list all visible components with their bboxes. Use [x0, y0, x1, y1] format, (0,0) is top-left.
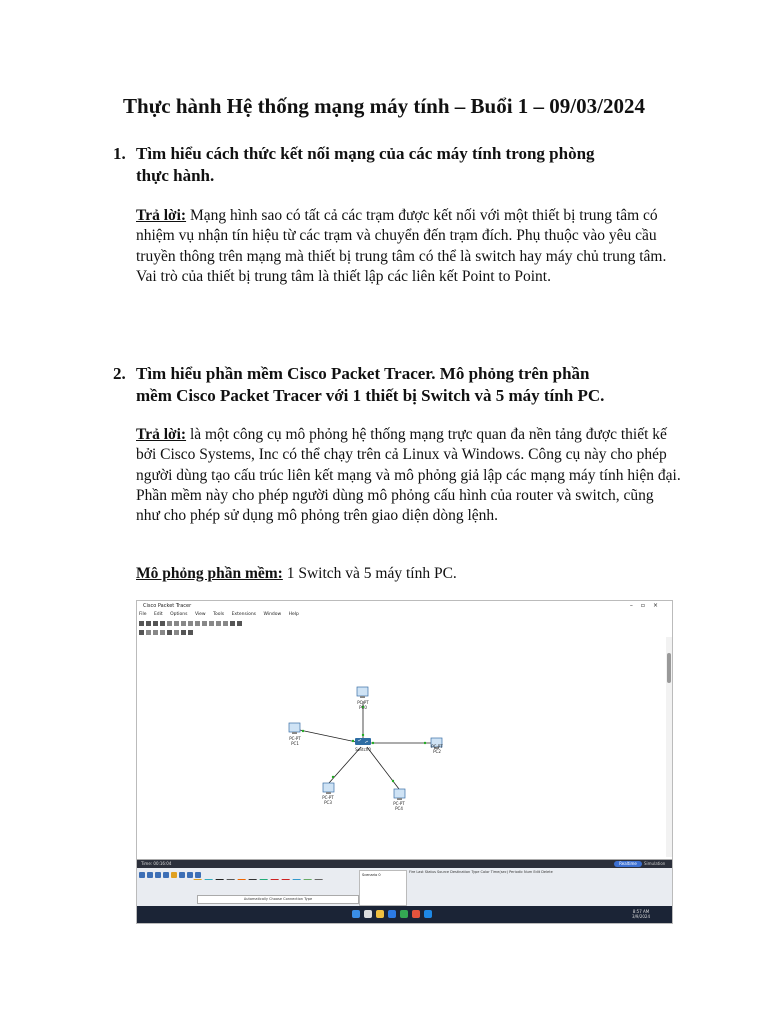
new-icon	[139, 621, 144, 626]
custom-device-icon	[230, 621, 235, 626]
redo-icon	[195, 621, 200, 626]
topology-diagram	[137, 637, 666, 857]
pc-stand	[397, 798, 402, 800]
scenario-panel	[359, 870, 407, 906]
router-category-icon[interactable]	[139, 872, 145, 878]
link-light	[392, 780, 394, 782]
switch-device[interactable]	[355, 738, 371, 752]
wizard-icon	[167, 621, 172, 626]
save-icon	[153, 621, 158, 626]
copy-icon	[174, 621, 179, 626]
logical-canvas[interactable]	[137, 637, 666, 857]
answer-2-text: là một công cụ mô phỏng hệ thống mạng trực quan đa nền tảng được thiết kế bởi Cisco Systems, Inc có thể chạy trên cả Linux và Windows. Công cụ này cho phép người dùng tạo cấu trúc liên kết mạng và mô phỏng giả lập các mạng máy tính hiện đại. Phần mềm này cho phép người dùng mô phỏng cấu hình của router và switch, cũng như cho phép sử dụng mô phỏng trên giao diện dòng lệnh.	[136, 426, 681, 525]
question-2-text	[136, 363, 696, 407]
pc-device-pc4[interactable]	[393, 789, 405, 811]
page-title: Thực hành Hệ thống mạng máy tính – Buổi 1 – 09/03/2024	[123, 94, 645, 118]
security-category-icon[interactable]	[187, 872, 193, 878]
question-2-number: 2.	[113, 364, 126, 383]
question-1-text	[136, 143, 696, 187]
link-light	[302, 730, 304, 732]
menu-extensions: Extensions	[231, 612, 257, 617]
question-1-line2: thực hành.	[136, 166, 215, 185]
zoom-in-icon	[202, 621, 207, 626]
pc-device-pc2[interactable]	[431, 738, 443, 754]
resize-icon	[160, 630, 165, 635]
pc4-type-label: PC-PT	[393, 801, 405, 806]
zoom-out-icon	[209, 621, 214, 626]
link-light	[352, 740, 354, 742]
device-category-icons	[139, 872, 201, 878]
hub-category-icon[interactable]	[155, 872, 161, 878]
menu-options: Options	[170, 612, 188, 617]
switch-icon	[355, 738, 371, 745]
chrome-icon[interactable]	[400, 910, 408, 918]
menu-help: Help	[288, 612, 299, 617]
start-icon[interactable]	[352, 910, 360, 918]
pc1-type-label: PC-PT	[289, 736, 301, 741]
cable-types	[197, 871, 326, 880]
menu-tools: Tools	[213, 612, 225, 617]
clock-date: 3/9/2024	[632, 914, 650, 919]
pc0-type-label: PC-PT	[357, 700, 369, 705]
simulation-label: Mô phỏng phần mềm:	[136, 565, 283, 582]
inspect-icon	[146, 630, 151, 635]
link-switch-pc4	[367, 747, 399, 789]
menu-edit: Edit	[153, 612, 163, 617]
clock-time: 8:57 AM	[632, 909, 650, 914]
pdu-icon	[181, 630, 186, 635]
link-light	[362, 734, 364, 736]
pc3-type-label: PC-PT	[322, 795, 334, 800]
question-2-line2: mềm Cisco Packet Tracer với 1 thiết bị Switch và 5 máy tính PC.	[136, 386, 605, 405]
toolbar	[137, 619, 672, 628]
delete-icon	[153, 630, 158, 635]
answer-1	[136, 206, 681, 287]
time-display: Time: 00:16:04	[141, 861, 172, 866]
simulation-text: 1 Switch và 5 máy tính PC.	[282, 565, 457, 582]
answer-1-text: Mạng hình sao có tất cả các trạm được kết nối với một thiết bị trung tâm có nhiệm vụ nhận tín hiệu từ các trạm và chuyển đến trạm đích. Phụ thuộc vào yêu cầu truyền thông trên mạng mà thiết bị trung tâm có thể là switch hay máy chủ trung tâm. Vai trò của thiết bị trung tâm là thiết lập các liên kết Point to Point.	[136, 207, 667, 285]
pc-icon	[357, 687, 368, 696]
taskbar-clock	[632, 909, 650, 919]
network-info-icon	[237, 621, 242, 626]
pc-device-pc1[interactable]	[289, 723, 301, 746]
pc-icon	[323, 783, 334, 792]
secondary-toolbar	[137, 628, 672, 637]
menu-window: Window	[263, 612, 282, 617]
menu-file: File	[139, 612, 147, 617]
pc3-name-label: PC3	[324, 800, 332, 805]
canvas-scrollbar[interactable]	[666, 637, 672, 857]
connections-category-icon[interactable]	[171, 872, 177, 878]
scenario-select[interactable]: Scenario 0	[362, 873, 381, 877]
palette-icon	[223, 621, 228, 626]
link-light	[332, 776, 334, 778]
pc-stand	[360, 696, 365, 698]
realtime-mode-button[interactable]: Realtime	[614, 861, 642, 867]
select-icon	[139, 630, 144, 635]
simulation-mode-button[interactable]: Simulation	[644, 861, 666, 866]
window-controls: –▫×	[629, 602, 666, 609]
undo-icon	[188, 621, 193, 626]
window-title: Cisco Packet Tracer	[143, 603, 192, 609]
pdu-list-header: Fire Last Status Source Destination Type Color Time(sec) Periodic Num Edit Delete	[409, 870, 553, 874]
packet-tracer-screenshot	[136, 600, 673, 924]
pc1-name-label: PC1	[291, 741, 299, 746]
edge-icon[interactable]	[388, 910, 396, 918]
answer-2	[136, 425, 681, 526]
note-icon	[167, 630, 172, 635]
answer-1-label: Trả lời:	[136, 207, 187, 224]
draw-icon	[174, 630, 179, 635]
question-1-number: 1.	[113, 144, 126, 163]
taskbar-icons	[352, 910, 432, 918]
print-icon	[160, 621, 165, 626]
switch-category-icon[interactable]	[147, 872, 153, 878]
open-icon	[146, 621, 151, 626]
pc-stand	[326, 792, 331, 794]
pc0-name-label: PC0	[359, 705, 367, 710]
bottom-panel	[137, 859, 672, 906]
pc-device-pc0[interactable]	[357, 687, 369, 710]
pc-stand	[292, 732, 297, 734]
pc-device-pc3[interactable]	[322, 783, 334, 805]
search-icon[interactable]	[364, 910, 372, 918]
packet-tracer-icon[interactable]	[424, 910, 432, 918]
pc4-name-label: PC4	[395, 806, 403, 811]
menu-view: View	[194, 612, 206, 617]
link-switch-pc1	[295, 729, 361, 743]
question-2-line1: Tìm hiểu phần mềm Cisco Packet Tracer. Mô phỏng trên phần	[136, 364, 590, 383]
time-bar	[137, 860, 672, 868]
cable-caption: Automatically Choose Connection Type	[197, 895, 359, 904]
wireless-category-icon[interactable]	[163, 872, 169, 878]
windows-taskbar	[137, 906, 672, 923]
end-device-category-icon[interactable]	[179, 872, 185, 878]
simulation-caption	[136, 564, 681, 584]
zoom-reset-icon	[216, 621, 221, 626]
link-light	[372, 742, 374, 744]
window-title-bar	[137, 601, 672, 611]
pc-icon	[394, 789, 405, 798]
app-icon[interactable]	[412, 910, 420, 918]
paste-icon	[181, 621, 186, 626]
scroll-thumb[interactable]	[667, 653, 671, 683]
complex-pdu-icon	[188, 630, 193, 635]
menu-bar	[137, 611, 672, 619]
question-1-line1: Tìm hiểu cách thức kết nối mạng của các máy tính trong phòng	[136, 144, 595, 163]
pc2-type-label: PC-PT	[431, 744, 443, 749]
pc-icon	[289, 723, 300, 732]
link-light	[424, 742, 426, 744]
file-explorer-icon[interactable]	[376, 910, 384, 918]
pc2-name-label: PC2	[433, 749, 441, 754]
answer-2-label: Trả lời:	[136, 426, 187, 443]
switch-label: Switch0	[355, 747, 371, 752]
